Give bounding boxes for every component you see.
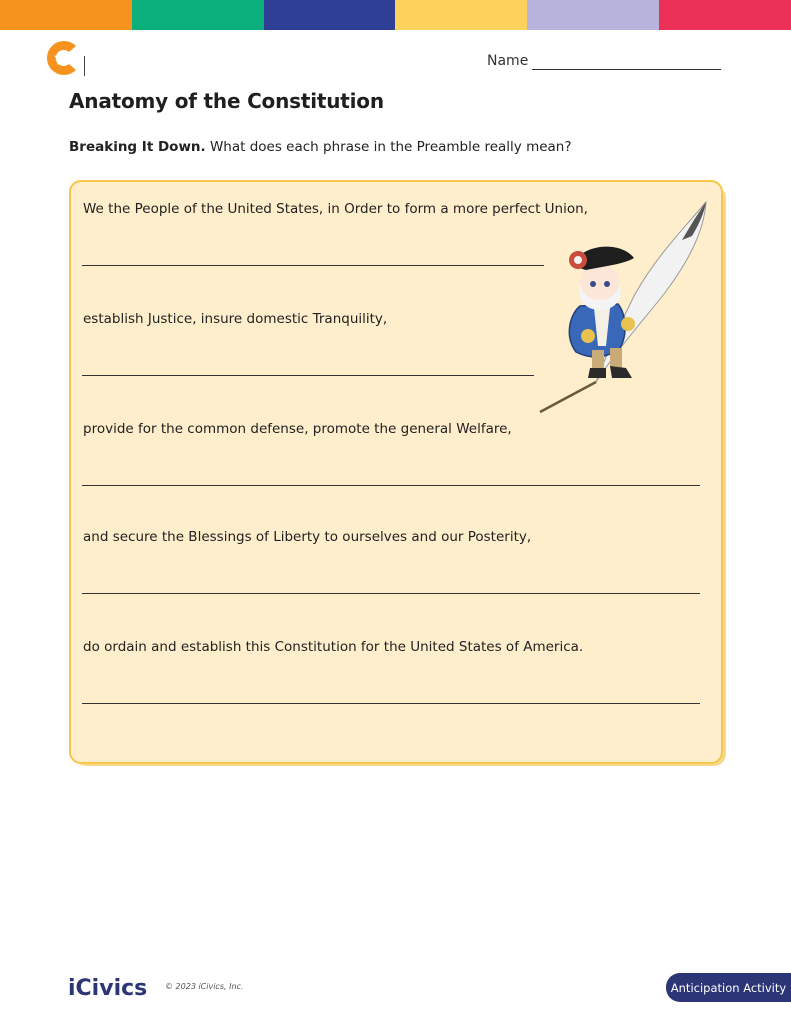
- answer-line-2[interactable]: [82, 375, 534, 376]
- name-label: Name: [487, 53, 529, 69]
- footer-brand: iCivics: [68, 976, 148, 1000]
- instructions-text: What does each phrase in the Preamble really mean?: [205, 139, 572, 155]
- color-bar-segment: [395, 0, 527, 30]
- instructions-bold: Breaking It Down.: [69, 139, 206, 155]
- preamble-phrase-4: and secure the Blessings of Liberty to ourselves and our Posterity,: [83, 529, 532, 545]
- preamble-phrase-3: provide for the common defense, promote the general Welfare,: [83, 421, 512, 437]
- icivics-wordmark-icon: [68, 974, 163, 1000]
- icivics-logo-icon: [42, 38, 82, 78]
- answer-line-1[interactable]: [82, 265, 544, 266]
- answer-line-3[interactable]: [82, 485, 700, 486]
- name-field[interactable]: [532, 69, 721, 70]
- color-bar-segment: [0, 0, 132, 30]
- instructions: [69, 139, 572, 155]
- quill-mascot-icon: [536, 196, 712, 418]
- header-color-bar: [0, 0, 791, 30]
- answer-line-5[interactable]: [82, 703, 700, 704]
- page-title: Anatomy of the Constitution: [69, 89, 384, 113]
- activity-badge: Anticipation Activity: [666, 973, 791, 1002]
- color-bar-segment: [264, 0, 396, 30]
- answer-line-4[interactable]: [82, 593, 700, 594]
- preamble-phrase-5: do ordain and establish this Constitution for the United States of America.: [83, 639, 584, 655]
- preamble-phrase-2: establish Justice, insure domestic Tranquility,: [83, 311, 388, 327]
- header-divider: [84, 56, 85, 76]
- color-bar-segment: [527, 0, 659, 30]
- footer-copyright: © 2023 iCivics, Inc.: [165, 982, 244, 991]
- preamble-phrase-1: We the People of the United States, in Order to form a more perfect Union,: [83, 201, 588, 217]
- color-bar-segment: [659, 0, 791, 30]
- color-bar-segment: [132, 0, 264, 30]
